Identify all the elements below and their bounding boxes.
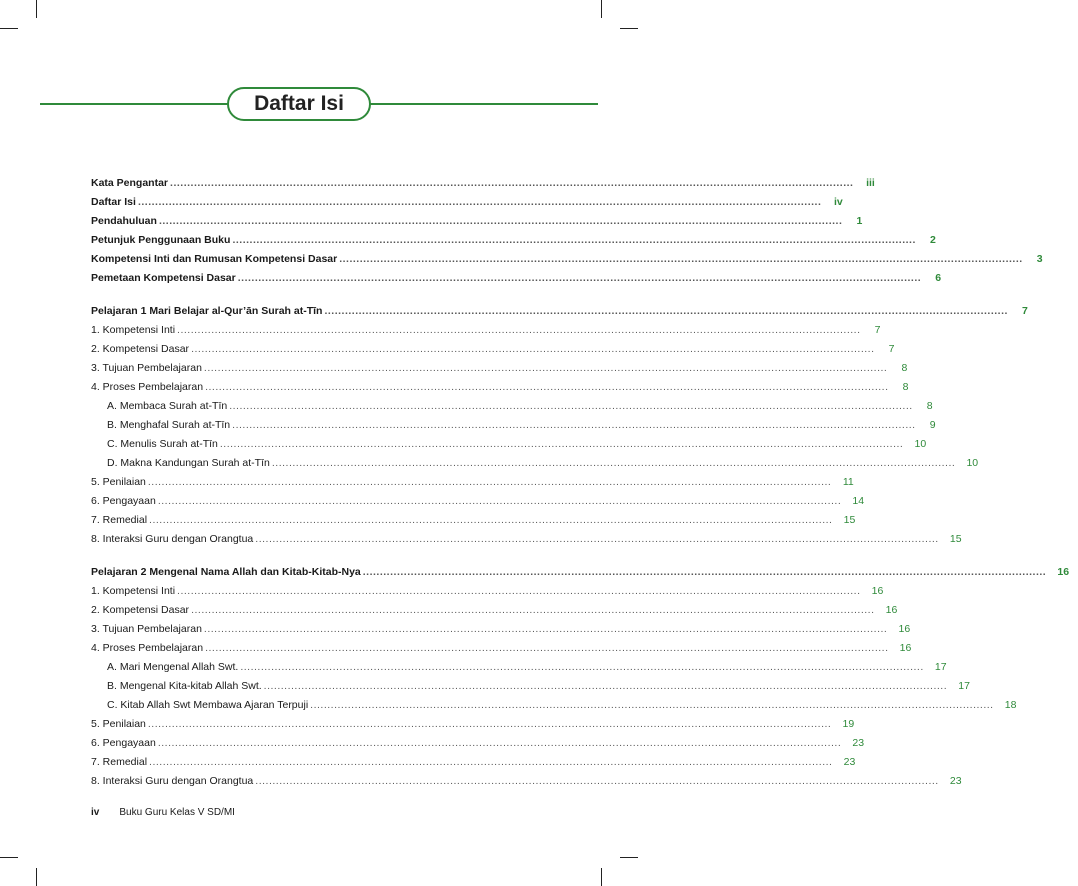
toc-entry-title: 7. Remedial [91,756,148,768]
toc-entry-page: 16 [899,642,912,654]
toc-entry-title: 5. Penilaian [91,476,146,488]
toc-entry-page: 23 [843,756,856,768]
dot-leader: ........................................................................................................................................................................................................ [147,718,832,730]
toc-entry-page: 16 [1057,566,1070,578]
dot-leader: ........................................................................................................................................................................................................ [158,215,843,227]
toc-entry[interactable] [91,673,970,692]
toc-entry-page: 16 [885,604,898,616]
toc-entry-title: 5. Penilaian [91,718,146,730]
toc-entry-title: A. Mari Mengenal Allah Swt. [107,661,239,673]
dot-leader: ........................................................................................................................................................................................................ [232,234,916,246]
toc-entry-title: B. Menghafal Surah at-Tīn [107,419,231,431]
toc-entry[interactable] [91,336,895,355]
dot-leader: ........................................................................................................................................................................................................ [137,196,822,208]
toc-entry-page: 19 [842,718,855,730]
dot-leader: ........................................................................................................................................................................................................ [149,514,833,526]
toc-entry-page: 8 [926,400,933,412]
toc-entry-title: Daftar Isi [91,196,136,208]
toc-entry[interactable] [91,431,927,450]
toc-entry-title: Petunjuk Penggunaan Buku [91,234,231,246]
toc-entry-page: iv [834,196,843,208]
toc-entry-page: 14 [852,495,865,507]
toc-entry-title: C. Menulis Surah at-Tīn [107,438,218,450]
toc-entry[interactable] [91,469,854,488]
toc-entry-title: 3. Tujuan Pembelajaran [91,623,202,635]
title-banner [0,87,638,121]
toc-entry-page: 8 [901,362,908,374]
toc-entry[interactable] [91,507,856,526]
toc-entry-title: Pemetaan Kompetensi Dasar [91,272,236,284]
dot-leader: ........................................................................................................................................................................................................ [255,775,939,787]
dot-leader: ........................................................................................................................................................................................................ [271,457,956,469]
toc-entry-page: 7 [874,324,881,336]
toc-entry[interactable] [91,692,1017,711]
page-footer [91,807,235,818]
toc-entry[interactable] [91,654,947,673]
toc-entry[interactable] [91,208,863,227]
toc-entry-title: 2. Kompetensi Dasar [91,343,190,355]
toc-entry-page: 2 [929,234,936,246]
table-of-contents [91,170,1070,787]
toc-entry-title: D. Makna Kandungan Surah at-Tīn [107,457,270,469]
toc-entry[interactable] [91,170,875,189]
toc-entry-title: B. Mengenal Kita-kitab Allah Swt. [107,680,262,692]
crop-mark [0,28,18,29]
dot-leader: ........................................................................................................................................................................................................ [191,343,875,355]
toc-entry[interactable] [91,374,909,393]
dot-leader: ........................................................................................................................................................................................................ [203,362,888,374]
dot-leader: ........................................................................................................................................................................................................ [232,419,916,431]
toc-entry-title: 3. Tujuan Pembelajaran [91,362,202,374]
toc-entry[interactable] [91,393,933,412]
toc-entry-page: 7 [888,343,895,355]
dot-leader: ........................................................................................................................................................................................................ [177,585,861,597]
toc-entry[interactable] [91,227,936,246]
toc-entry[interactable] [91,189,843,208]
toc-entry-title: C. Kitab Allah Swt Membawa Ajaran Terpuji [107,699,309,711]
section-gap [91,284,511,298]
toc-entry[interactable] [91,768,962,787]
toc-entry-title: 2. Kompetensi Dasar [91,604,190,616]
dot-leader: ........................................................................................................................................................................................................ [219,438,904,450]
toc-entry-title: Kompetensi Inti dan Rumusan Kompetensi Dasar [91,253,338,265]
section-gap [91,545,511,559]
toc-entry-title: A. Membaca Surah at-Tīn [107,400,228,412]
toc-entry-title: Kata Pengantar [91,177,169,189]
toc-entry-page: 16 [898,623,911,635]
toc-entry-page: 1 [856,215,863,227]
dot-leader: ........................................................................................................................................................................................................ [237,272,922,284]
toc-entry-page: 17 [958,680,970,692]
toc-entry[interactable] [91,635,912,654]
toc-entry[interactable] [91,597,898,616]
toc-entry[interactable] [91,317,881,336]
toc-entry-page: 9 [929,419,936,431]
toc-entry[interactable] [91,578,884,597]
toc-entry-title: Pelajaran 1 Mari Belajar al-Qur’ān Surah at-Tīn [91,305,323,317]
toc-entry-page: 10 [914,438,927,450]
dot-leader: ........................................................................................................................................................................................................ [263,680,948,692]
toc-entry-page: 7 [1022,305,1028,317]
toc-entry-title: 1. Kompetensi Inti [91,585,176,597]
toc-entry-page: 17 [934,661,947,673]
toc-entry[interactable] [91,265,942,284]
dot-leader: ........................................................................................................................................................................................................ [157,737,842,749]
toc-entry-title: 7. Remedial [91,514,148,526]
crop-mark [601,868,602,886]
toc-entry-title: 6. Pengayaan [91,495,156,507]
dot-leader: ........................................................................................................................................................................................................ [240,661,924,673]
dot-leader: ........................................................................................................................................................................................................ [324,305,1008,317]
footer-book-title: Buku Guru Kelas V SD/MI [119,807,235,818]
toc-entry[interactable] [91,488,865,507]
toc-entry-title: 1. Kompetensi Inti [91,324,176,336]
toc-entry[interactable] [91,526,962,545]
toc-entry-page: 15 [843,514,856,526]
crop-mark [601,0,602,18]
dot-leader: ........................................................................................................................................................................................................ [255,533,939,545]
toc-entry-page: 8 [902,381,909,393]
crop-mark [620,28,638,29]
toc-entry[interactable] [91,711,855,730]
dot-leader: ........................................................................................................................................................................................................ [177,324,861,336]
toc-entry-page: 3 [1036,253,1043,265]
toc-entry-page: 15 [949,533,962,545]
dot-leader: ........................................................................................................................................................................................................ [339,253,1023,265]
dot-leader: ........................................................................................................................................................................................................ [170,177,854,189]
toc-entry-page: iii [866,177,875,189]
toc-entry[interactable] [91,559,1070,578]
toc-entry[interactable] [91,730,865,749]
dot-leader: ........................................................................................................................................................................................................ [205,381,889,393]
toc-entry-title: 4. Proses Pembelajaran [91,642,204,654]
crop-mark [620,857,638,858]
toc-entry-title: Pendahuluan [91,215,157,227]
toc-entry[interactable] [91,298,1028,317]
dot-leader: ........................................................................................................................................................................................................ [203,623,888,635]
toc-entry-title: 8. Interaksi Guru dengan Orangtua [91,533,254,545]
footer-page-number: iv [91,807,100,818]
toc-entry-title: Pelajaran 2 Mengenal Nama Allah dan Kitab-Kitab-Nya [91,566,361,578]
dot-leader: ........................................................................................................................................................................................................ [362,566,1047,578]
dot-leader: ........................................................................................................................................................................................................ [157,495,842,507]
toc-entry-page: 23 [852,737,865,749]
toc-entry-title: 6. Pengayaan [91,737,156,749]
toc-entry[interactable] [91,749,856,768]
dot-leader: ........................................................................................................................................................................................................ [310,699,994,711]
toc-entry-title: 4. Proses Pembelajaran [91,381,204,393]
toc-entry[interactable] [91,412,936,431]
dot-leader: ........................................................................................................................................................................................................ [205,642,889,654]
toc-entry-page: 16 [871,585,884,597]
toc-entry[interactable] [91,616,911,635]
toc-entry-page: 6 [935,272,942,284]
crop-mark [36,0,37,18]
toc-entry-page: 18 [1004,699,1017,711]
crop-mark [36,868,37,886]
toc-entry-page: 23 [949,775,962,787]
page-title: Daftar Isi [227,87,371,121]
toc-entry-page: 11 [842,476,854,488]
toc-entry[interactable] [91,450,979,469]
crop-mark [0,857,18,858]
toc-entry-title: 8. Interaksi Guru dengan Orangtua [91,775,254,787]
dot-leader: ........................................................................................................................................................................................................ [149,756,833,768]
dot-leader: ........................................................................................................................................................................................................ [191,604,875,616]
dot-leader: ........................................................................................................................................................................................................ [147,476,832,488]
toc-entry[interactable] [91,355,908,374]
dot-leader: ........................................................................................................................................................................................................ [229,400,913,412]
toc-entry-page: 10 [966,457,979,469]
toc-entry[interactable] [91,246,1043,265]
